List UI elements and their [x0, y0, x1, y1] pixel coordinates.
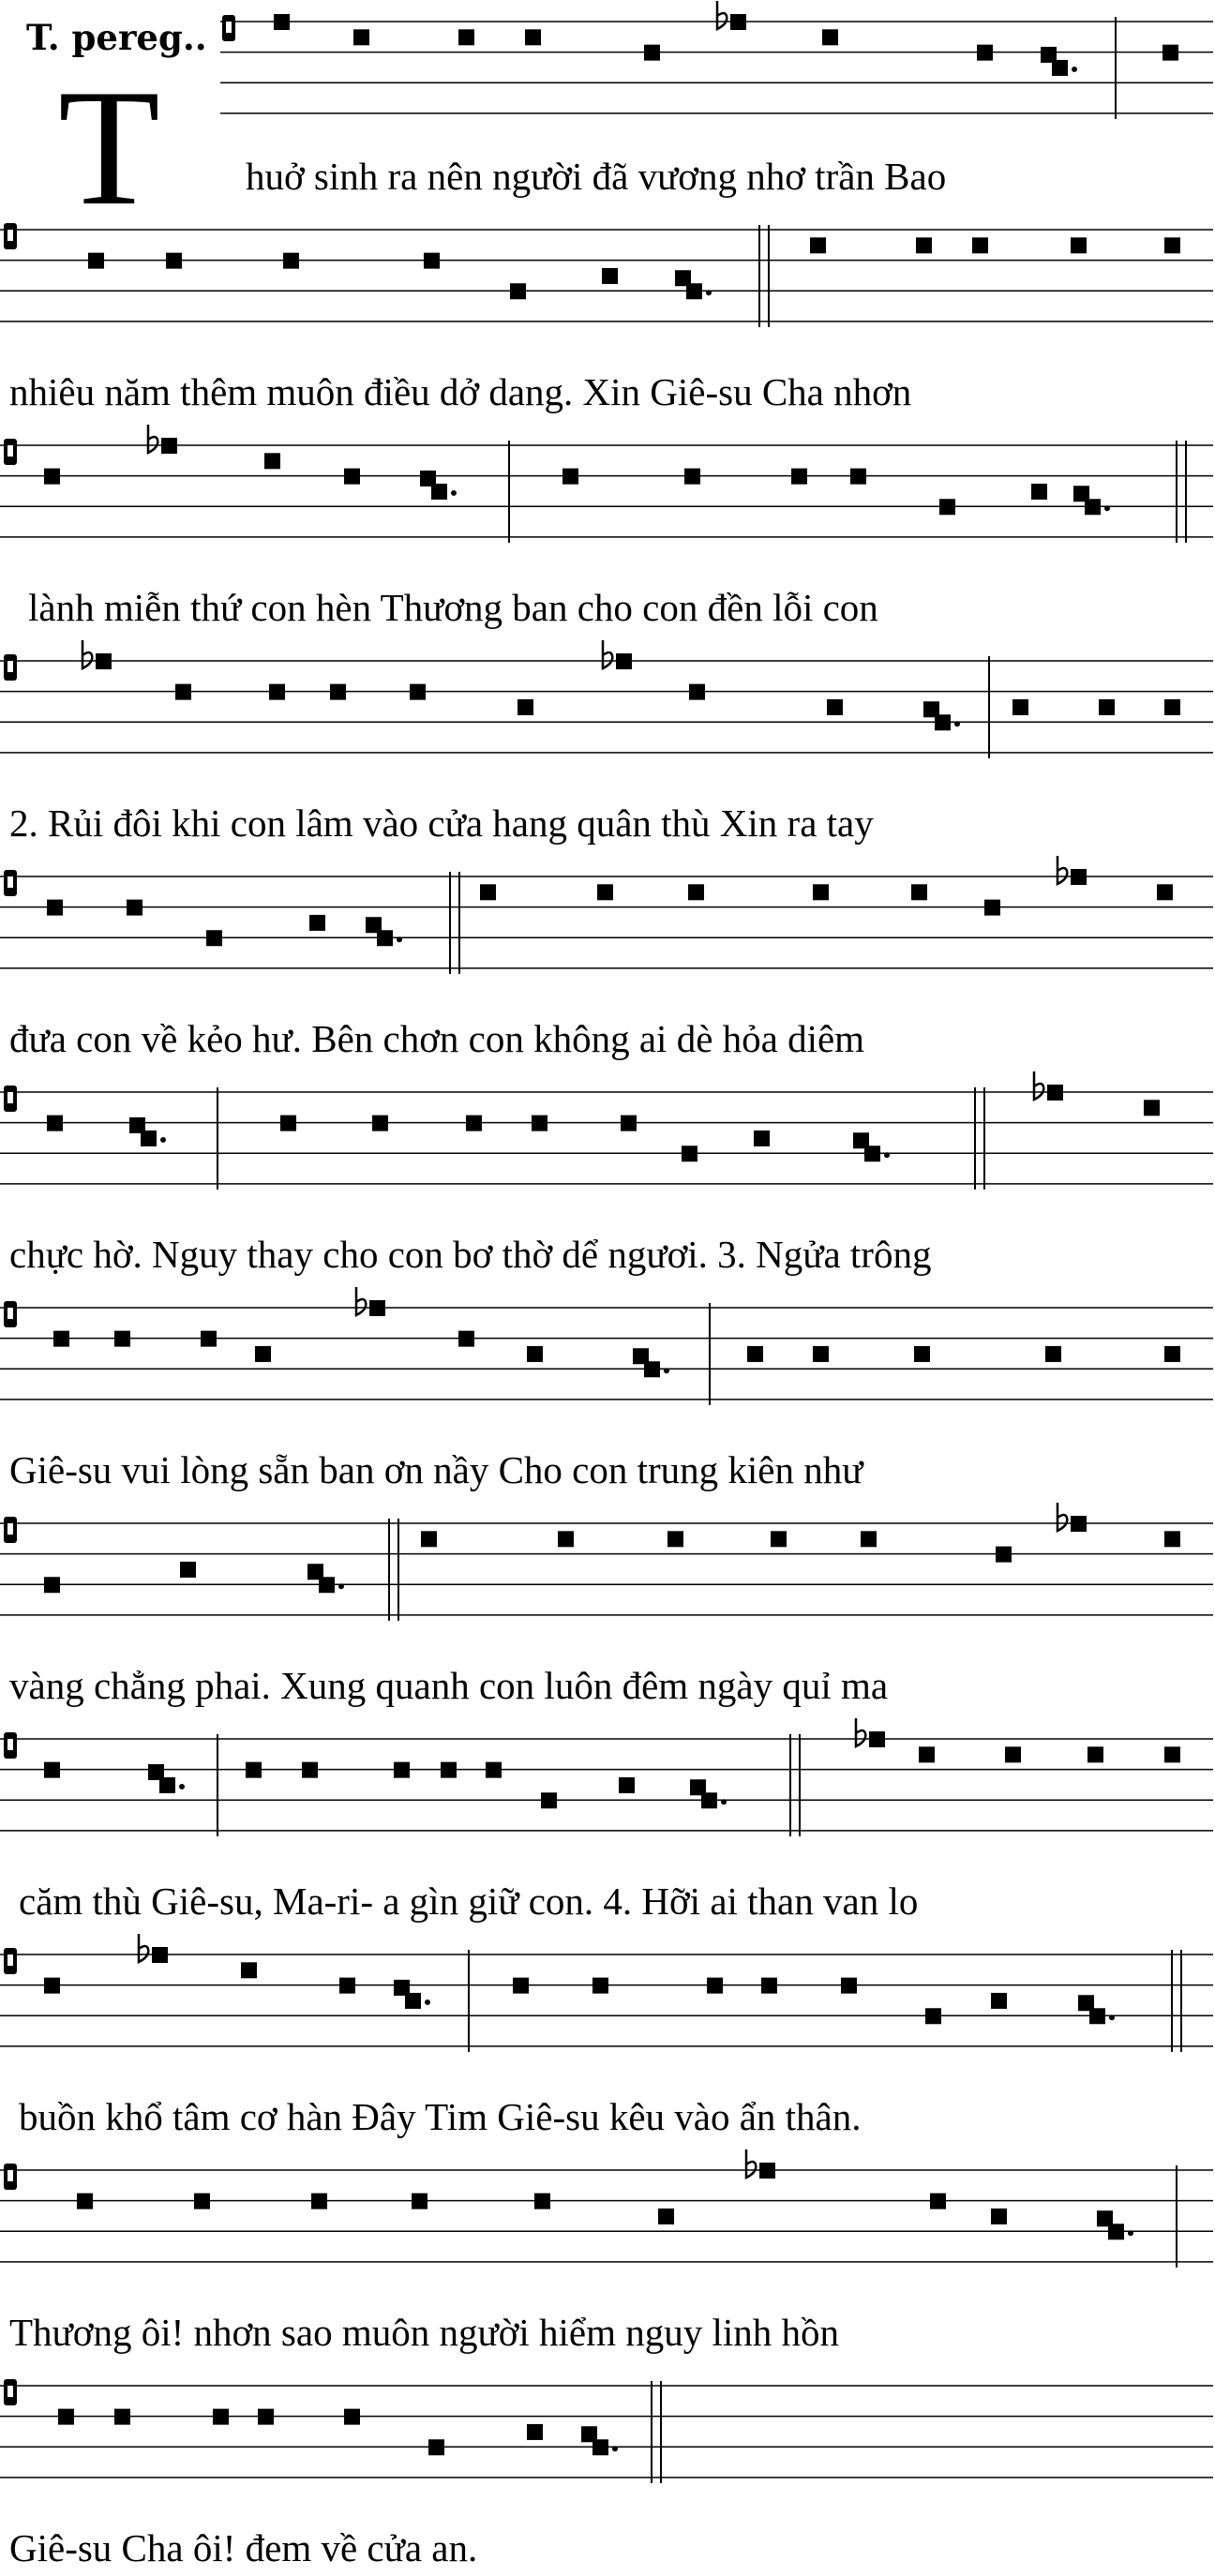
neume: [166, 253, 182, 269]
neume: [1071, 1516, 1087, 1532]
neume: [730, 14, 746, 30]
neume: [246, 1762, 262, 1778]
punctum-dot: [664, 1368, 669, 1373]
neume: [44, 1978, 60, 1994]
neume: [562, 469, 578, 485]
flat-icon: [746, 2149, 756, 2178]
mode-label: T. pereg..: [26, 17, 207, 58]
punctum-dot: [1109, 2014, 1115, 2020]
neume: [688, 884, 704, 900]
neume: [527, 2424, 543, 2440]
neume: [581, 2426, 597, 2442]
lyric-line: nhiêu năm thêm muôn điều dở dang. Xin Giê-su Cha nhơn: [9, 370, 912, 413]
clef-icon-inner: [8, 1739, 13, 1750]
punctum-dot: [706, 290, 712, 295]
neume: [771, 1531, 787, 1547]
neume: [658, 2209, 674, 2224]
neume: [353, 29, 369, 45]
clef-icon-inner: [226, 22, 232, 33]
neume: [633, 1348, 649, 1364]
clef-icon-inner: [8, 661, 13, 672]
neume: [339, 1978, 355, 1994]
neume: [344, 469, 360, 485]
punctum-dot: [954, 721, 960, 726]
initial-letter: T: [58, 54, 160, 240]
neume: [1162, 45, 1178, 61]
staff-11: [0, 2165, 1215, 2269]
neume: [201, 1331, 217, 1347]
neume: [996, 1547, 1012, 1563]
punctum-dot: [1128, 2230, 1133, 2236]
staff-1: [0, 17, 1215, 120]
neume: [241, 1962, 257, 1978]
clef-icon-inner: [8, 1954, 13, 1966]
neume: [213, 2409, 229, 2425]
neume: [616, 653, 632, 669]
neume: [1157, 884, 1173, 900]
neume: [311, 2194, 327, 2209]
neume: [161, 438, 177, 454]
neume: [372, 1116, 388, 1131]
neume: [1012, 699, 1028, 715]
neume: [853, 1132, 869, 1148]
neume: [911, 884, 927, 900]
staff-8: [0, 1519, 1215, 1622]
neume: [813, 1346, 829, 1362]
neume: [114, 1331, 130, 1347]
neume: [152, 1947, 168, 1963]
neume: [394, 1980, 410, 1996]
neume: [510, 283, 526, 299]
lyric-line: vàng chẳng phai. Xung quanh con luôn đêm ngày quỉ ma: [9, 1664, 889, 1707]
neume: [369, 1300, 385, 1316]
flat-icon: [717, 1, 727, 29]
staff-3: [0, 441, 1215, 544]
punctum-dot: [338, 1583, 344, 1589]
flat-icon: [856, 1718, 865, 1746]
neume: [366, 917, 382, 933]
neume: [1164, 1746, 1180, 1762]
neume: [308, 1564, 323, 1580]
neume: [283, 253, 299, 269]
neume: [690, 1779, 706, 1795]
staff-6: [0, 1087, 1215, 1191]
neume: [194, 2194, 210, 2209]
neume: [925, 2008, 941, 2024]
lyric-line: Giê-su vui lòng sẵn ban ơn nầy Cho con trung kiên như: [9, 1448, 863, 1491]
clef-icon-inner: [8, 1092, 13, 1103]
staff-10: [0, 1950, 1215, 2053]
punctum-dot: [721, 1799, 727, 1805]
flat-icon: [139, 1934, 148, 1962]
lyric-line: Giê-su Cha ôi! đem về cửa an.: [9, 2526, 478, 2569]
neume: [148, 1764, 164, 1780]
flat-icon: [148, 425, 158, 453]
neume: [96, 653, 112, 669]
neume: [850, 469, 866, 485]
neume: [972, 237, 988, 253]
neume: [1099, 699, 1115, 715]
neume: [421, 1531, 437, 1547]
clef-icon-inner: [8, 2170, 13, 2181]
neume: [1073, 486, 1089, 502]
neume: [1164, 699, 1180, 715]
staff-9: [0, 1734, 1215, 1837]
neume: [1164, 237, 1180, 253]
clef-icon-inner: [8, 2386, 13, 2397]
neume: [541, 1792, 557, 1808]
neume: [44, 469, 60, 485]
neume: [682, 1146, 698, 1161]
clef-icon-inner: [8, 1523, 13, 1535]
neume: [344, 2409, 360, 2425]
flat-icon: [82, 640, 92, 668]
neume: [480, 884, 496, 900]
neume: [597, 884, 613, 900]
neume: [47, 900, 63, 916]
neume: [309, 915, 325, 931]
neume: [991, 1993, 1007, 2009]
neume: [1071, 237, 1087, 253]
neume: [206, 930, 222, 946]
neume: [274, 14, 290, 30]
neume: [791, 469, 807, 485]
neume: [754, 1131, 770, 1146]
neume: [747, 1346, 763, 1362]
neume: [269, 684, 285, 700]
neume: [264, 453, 280, 469]
neume: [175, 684, 191, 700]
neume: [621, 1116, 637, 1131]
neume: [534, 2194, 550, 2209]
neume: [1041, 47, 1057, 63]
neume: [88, 253, 104, 269]
clef-icon-inner: [8, 876, 13, 888]
flat-icon: [1034, 1071, 1043, 1100]
neume: [668, 1531, 683, 1547]
punctum-dot: [425, 1999, 430, 2005]
neume: [513, 1978, 529, 1994]
neume: [518, 699, 533, 715]
lyric-line: căm thù Giê-su, Ma-ri- a gìn giữ con. 4. Hỡi ai than van lo: [19, 1880, 919, 1923]
neume: [914, 1346, 930, 1362]
neume: [675, 270, 691, 286]
neume: [410, 684, 426, 700]
punctum-dot: [612, 2446, 618, 2451]
neume: [1164, 1531, 1180, 1547]
neume: [129, 1117, 145, 1133]
neume: [532, 1116, 548, 1131]
clef-icon-inner: [8, 230, 13, 241]
neume: [1164, 1346, 1180, 1362]
flat-icon: [1058, 1503, 1067, 1531]
flat-icon: [1058, 856, 1067, 884]
neume: [280, 1116, 296, 1131]
neume: [441, 1762, 457, 1778]
neume: [827, 699, 843, 715]
neume: [114, 2409, 130, 2425]
neume: [1005, 1746, 1021, 1762]
neume: [619, 1777, 635, 1793]
neume: [977, 45, 993, 61]
lyric-line: huở sinh ra nên người đã vương nhơ trần Bao: [246, 155, 947, 198]
neume: [759, 2163, 775, 2179]
neume: [930, 2194, 946, 2209]
punctum-dot: [1104, 505, 1110, 511]
neume: [527, 1346, 543, 1362]
staff-4: [0, 656, 1215, 759]
neume: [302, 1762, 318, 1778]
neume: [77, 2194, 93, 2209]
neume: [258, 2409, 274, 2425]
clef-icon-inner: [8, 445, 13, 457]
neume: [424, 253, 440, 269]
flat-icon: [356, 1287, 366, 1315]
neume: [707, 1978, 723, 1994]
punctum-dot: [179, 1784, 185, 1790]
neume: [689, 684, 705, 700]
staff-12: [0, 2381, 1215, 2484]
clef-icon-inner: [8, 1308, 13, 1319]
neume: [939, 499, 955, 515]
neume: [869, 1731, 885, 1747]
staff-2: [0, 225, 1215, 328]
neume: [813, 884, 829, 900]
neume: [1047, 1085, 1063, 1101]
punctum-dot: [1072, 67, 1077, 72]
neume: [466, 1116, 482, 1131]
neume: [127, 900, 142, 916]
punctum-dot: [451, 490, 457, 496]
neume: [58, 2409, 74, 2425]
neume: [180, 1562, 196, 1578]
punctum-dot: [397, 936, 402, 942]
neume: [1031, 484, 1047, 500]
neume: [644, 45, 660, 61]
neume: [919, 1746, 935, 1762]
neume: [1088, 1746, 1103, 1762]
neume: [44, 1577, 60, 1593]
neume: [1097, 2210, 1113, 2226]
neume: [592, 1978, 608, 1994]
neume: [861, 1531, 877, 1547]
neume: [558, 1531, 574, 1547]
neume: [47, 1116, 63, 1131]
punctum-dot: [160, 1137, 166, 1143]
lyric-line: 2. Rủi đôi khi con lâm vào cửa hang quân thù Xin ra tay: [9, 801, 874, 845]
neume: [1078, 1995, 1094, 2011]
neume: [984, 900, 1000, 916]
neume: [394, 1762, 410, 1778]
neume: [810, 237, 826, 253]
neume: [428, 2439, 444, 2455]
neume: [1071, 869, 1087, 885]
neume: [486, 1762, 502, 1778]
neume: [991, 2209, 1007, 2224]
neume: [255, 1346, 271, 1362]
neume: [44, 1762, 60, 1778]
neume: [1045, 1346, 1061, 1362]
lyric-line: buồn khổ tâm cơ hàn Đây Tim Giê-su kêu vào ẩn thân.: [19, 2095, 862, 2138]
neume: [916, 237, 932, 253]
staff-7: [0, 1303, 1215, 1406]
neume: [525, 29, 541, 45]
neume: [53, 1331, 69, 1347]
neume: [602, 268, 618, 284]
neume: [412, 2194, 428, 2209]
staff-5: [0, 872, 1215, 975]
neume: [822, 29, 838, 45]
punctum-dot: [884, 1152, 890, 1158]
neume: [841, 1978, 857, 1994]
lyric-line: Thương ôi! nhơn sao muôn người hiểm nguy linh hồn: [9, 2311, 840, 2354]
neume: [458, 1331, 474, 1347]
neume: [330, 684, 346, 700]
neume: [458, 29, 474, 45]
lyric-line: chực hờ. Nguy thay cho con bơ thờ dể ngươi. 3. Ngửa trông: [9, 1233, 932, 1276]
neume: [1144, 1100, 1160, 1116]
neume: [684, 469, 700, 485]
lyric-line: đưa con về kẻo hư. Bên chơn con không ai dè hỏa diêm: [9, 1017, 865, 1060]
flat-icon: [603, 640, 612, 668]
lyric-line: lành miễn thứ con hèn Thương ban cho con đền lỗi con: [28, 586, 878, 629]
neume: [420, 471, 436, 487]
neume: [761, 1978, 777, 1994]
neume: [923, 701, 939, 717]
